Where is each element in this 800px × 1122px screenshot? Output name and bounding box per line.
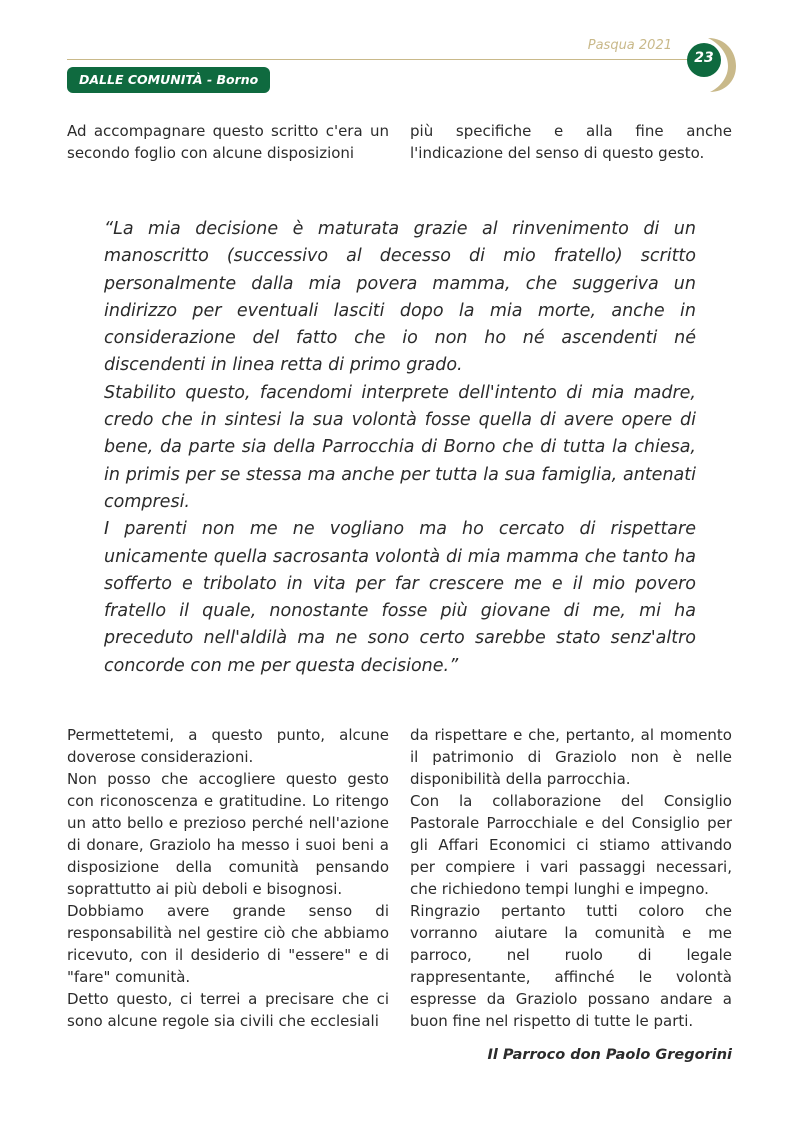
quote-paragraph: “La mia decisione è maturata grazie al rinvenimento di un manoscritto (successivo al decesso di mio fratello) scritto personalmente dalla mia povera mamma, che suggeriva un indirizzo per eventuali lasciti dopo la mia morte, anche in considerazione del fatto che io non ho né ascendenti né discendenti in linea retta di primo grado. <box>104 219 696 376</box>
section-badge: DALLE COMUNITÀ - Borno <box>67 67 270 93</box>
body-left-column <box>67 724 389 1032</box>
issue-title: Pasqua 2021 <box>587 38 672 53</box>
signature: Il Parroco don Paolo Gregorini <box>487 1047 732 1063</box>
page-number-badge <box>678 34 740 96</box>
body-paragraph: Dobbiamo avere grande senso di responsabilità nel gestire ciò che abbiamo ricevuto, con il desiderio di "essere" e di "fare" comunità. <box>67 902 389 986</box>
body-right-column <box>410 724 732 1066</box>
header-rule <box>67 59 697 60</box>
quote-block <box>104 216 696 680</box>
intro-left-text: Ad accompagnare questo scritto c'era un secondo foglio con alcune disposizioni <box>67 122 389 162</box>
body-paragraph: Ringrazio pertanto tutti coloro che vorranno aiutare la comunità e me parroco, nel ruolo di legale rappresentante, affinché le volontà espresse da Graziolo possano andare a buon fine nel rispetto di tutte le parti. <box>410 902 732 1030</box>
intro-left-column <box>67 120 389 164</box>
quote-paragraph: Stabilito questo, facendomi interprete dell'intento di mia madre, credo che in sintesi la sua volontà fosse quella di avere opere di bene, da parte sia della Parrocchia di Borno che di tutta la chiesa, in primis per se stessa ma anche per tutta la sua famiglia, antenati compresi. <box>104 382 696 512</box>
body-paragraph: Con la collaborazione del Consiglio Pastorale Parrocchiale e del Consiglio per gli Affari Economici ci stiamo attivando per compiere i vari passaggi necessari, che richiedono tempi lunghi e impegno. <box>410 792 732 898</box>
intro-right-text: più specifiche e alla fine anche l'indicazione del senso di questo gesto. <box>410 122 732 162</box>
intro-right-column <box>410 120 732 164</box>
body-paragraph: da rispettare e che, pertanto, al momento il patrimonio di Graziolo non è nelle disponibilità della parrocchia. <box>410 726 732 788</box>
body-paragraph: Permettetemi, a questo punto, alcune doverose considerazioni. <box>67 726 389 766</box>
body-paragraph: Non posso che accogliere questo gesto con riconoscenza e gratitudine. Lo ritengo un atto bello e prezioso perché nell'azione di donare, Graziolo ha messo i suoi beni a disposizione della comunità pensando soprattutto ai più deboli e bisognosi. <box>67 770 389 898</box>
quote-paragraph: I parenti non me ne vogliano ma ho cercato di rispettare unicamente quella sacrosanta volontà di mia mamma che tanto ha sofferto e tribolato in vita per far crescere me e il mio povero fratello il quale, nonostante fosse più giovane di me, mi ha preceduto nell'aldilà ma ne sono certo sarebbe stato senz'altro concorde con me per questa decisione.” <box>104 519 696 676</box>
page-number: 23 <box>694 50 714 66</box>
body-paragraph: Detto questo, ci terrei a precisare che ci sono alcune regole sia civili che ecclesiali <box>67 990 389 1030</box>
